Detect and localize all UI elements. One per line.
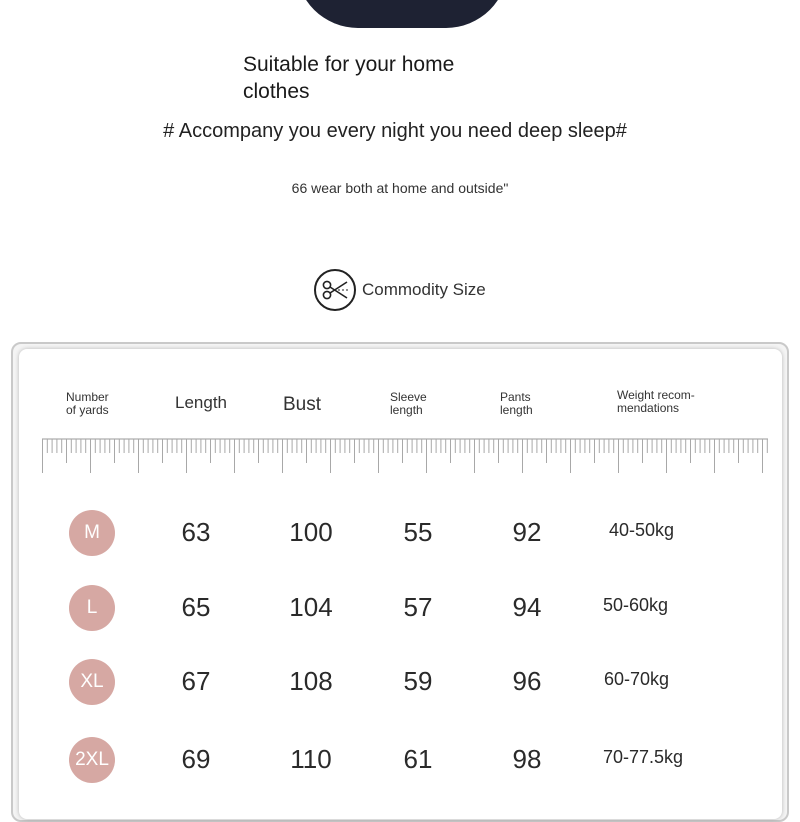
sleeve-cell: 57 [403, 592, 433, 622]
weight-cell: 40-50kg [609, 520, 675, 540]
pants-cell: 94 [512, 592, 542, 622]
header-bust: Bust [283, 394, 322, 415]
header-sleeve [390, 391, 427, 417]
length-cell: 63 [181, 517, 211, 547]
header-weight-line2: mendations [617, 401, 680, 415]
pants-cell: 98 [512, 744, 542, 774]
header-weight [617, 389, 695, 415]
tagline: # Accompany you every night you need deep sleep# [163, 120, 627, 142]
sleeve-cell: 55 [403, 517, 433, 547]
header-length: Length [175, 393, 227, 412]
pants-cell: 92 [512, 517, 542, 547]
weight-cell: 70-77.5kg [603, 747, 684, 767]
commodity-size-label: Commodity Size [362, 280, 486, 299]
weight-cell: 50-60kg [603, 595, 669, 615]
header-size [66, 391, 109, 417]
intro-line-2: clothes [243, 80, 310, 103]
size-badge: M [69, 510, 115, 556]
header-sleeve-line2: length [390, 403, 423, 417]
sleeve-cell: 59 [403, 666, 433, 696]
header-sleeve-line1: Sleeve [390, 390, 427, 404]
length-cell: 69 [181, 744, 211, 774]
header-pants-line1: Pants [500, 390, 531, 404]
intro-line-1: Suitable for your home [243, 53, 455, 76]
bust-cell: 110 [290, 744, 332, 774]
bust-cell: 108 [289, 666, 333, 696]
bust-cell: 100 [289, 517, 333, 547]
measuring-ruler [42, 437, 768, 473]
product-image-bottom [296, 0, 508, 28]
size-badge: L [69, 585, 115, 631]
sleeve-cell: 61 [403, 744, 433, 774]
scissors-icon [314, 269, 356, 311]
weight-cell: 60-70kg [604, 669, 670, 689]
commodity-size-heading [314, 267, 486, 313]
bust-cell: 104 [289, 592, 333, 622]
header-weight-line1: Weight recom- [617, 388, 695, 402]
length-cell: 65 [181, 592, 211, 622]
size-badge: 2XL [69, 737, 115, 783]
header-size-line1: Number [66, 390, 109, 404]
pants-cell: 96 [512, 666, 542, 696]
header-pants [500, 391, 533, 417]
size-badge: XL [69, 659, 115, 705]
length-cell: 67 [181, 666, 211, 696]
header-pants-line2: length [500, 403, 533, 417]
subtagline: 66 wear both at home and outside" [291, 180, 509, 196]
header-size-line2: of yards [66, 403, 109, 417]
